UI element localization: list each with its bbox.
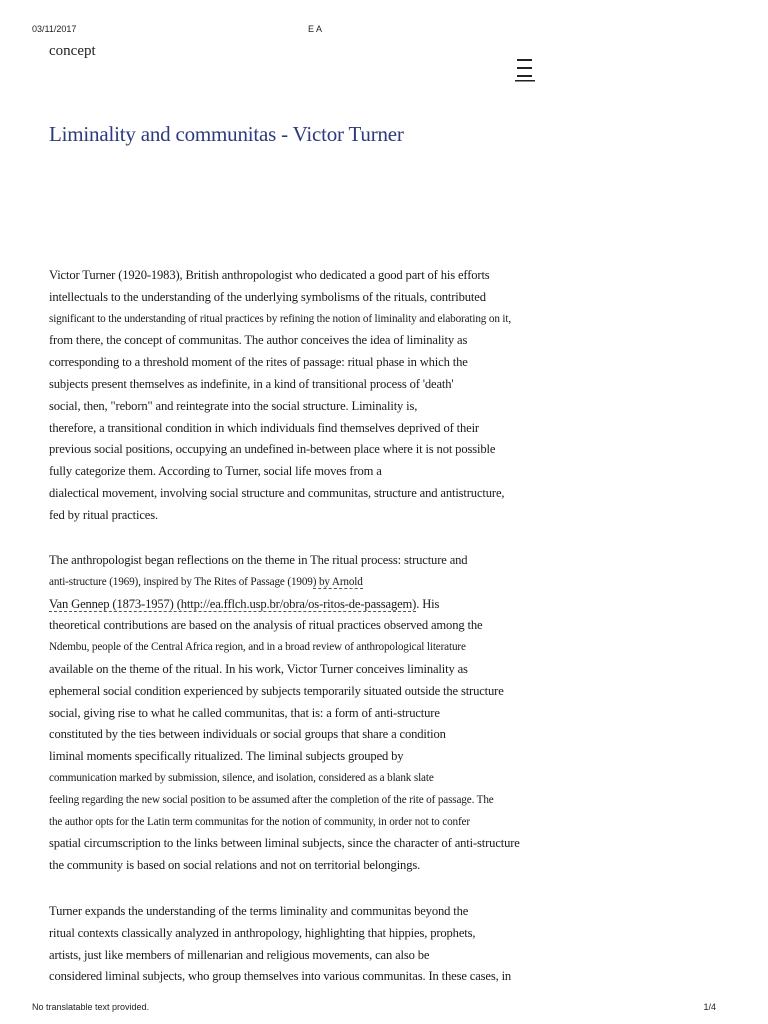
paragraph-line: intellectuals to the understanding of the underlying symbolisms of the rituals, contributed: [49, 289, 486, 304]
paragraph-line: liminal moments specifically ritualized. The liminal subjects grouped by: [49, 749, 404, 764]
paragraph-line: fully categorize them. According to Turner, social life moves from a: [49, 464, 382, 479]
print-header: [32, 24, 736, 38]
breadcrumb[interactable]: concept: [49, 43, 96, 59]
print-footer: [32, 1002, 736, 1016]
paragraph-line: feeling regarding the new social position to be assumed after the completion of the rite of passage. The: [49, 793, 494, 806]
print-site-name: E A: [308, 24, 323, 34]
paragraph-line: ritual contexts classically analyzed in anthropology, highlighting that hippies, prophets,: [49, 925, 476, 940]
page-number: 1/4: [703, 1002, 716, 1012]
paragraph-line: The anthropologist began reflections on the theme in The ritual process: structure and: [49, 553, 468, 567]
paragraph-line: corresponding to a threshold moment of the rites of passage: ritual phase in which the: [49, 355, 468, 370]
paragraph-line: theoretical contributions are based on the analysis of ritual practices observed among the: [49, 618, 483, 633]
paragraph-line: dialectical movement, involving social structure and communitas, structure and antistructure,: [49, 485, 505, 500]
menu-button[interactable]: [514, 58, 536, 82]
paragraph-line: constituted by the ties between individuals or social groups that share a condition: [49, 727, 446, 742]
paragraph-1: [49, 265, 549, 527]
paragraph-line: Victor Turner (1920-1983), British anthropologist who dedicated a good part of his efforts: [49, 268, 490, 282]
paragraph-line: therefore, a transitional condition in which individuals find themselves deprived of their: [49, 420, 479, 435]
paragraph-line: spatial circumscription to the links between liminal subjects, since the character of anti-structure: [49, 836, 520, 851]
footer-note: No translatable text provided.: [32, 1002, 150, 1012]
paragraph-line: [49, 572, 549, 594]
paragraph-3: [49, 901, 549, 988]
paragraph-line: [49, 594, 549, 616]
paragraph-text: . His: [416, 596, 440, 611]
paragraph-line: social, then, "reborn" and reintegrate into the social structure. Liminality is,: [49, 398, 418, 413]
paragraph-line: from there, the concept of communitas. The author conceives the idea of liminality as: [49, 333, 468, 348]
paragraph-line: Ndembu, people of the Central Africa region, and in a broad review of anthropological literature: [49, 641, 466, 654]
paragraph-line: subjects present themselves as indefinite, in a kind of transitional process of 'death': [49, 376, 454, 391]
paragraph-2: [49, 550, 549, 877]
hamburger-menu-icon: [514, 58, 536, 82]
rites-of-passage-link[interactable]: ) by Arnold: [312, 575, 363, 588]
paragraph-line: ephemeral social condition experienced by subjects temporarily situated outside the structure: [49, 683, 504, 698]
article-title: Liminality and communitas - Victor Turner: [49, 122, 404, 146]
paragraph-line: the community is based on social relations and not on territorial belongings.: [49, 858, 421, 873]
paragraph-line: communication marked by submission, silence, and isolation, considered as a blank slate: [49, 771, 434, 784]
paragraph-line: previous social positions, occupying an undefined in-between place where it is not possible: [49, 442, 496, 457]
paragraph-line: significant to the understanding of ritual practices by refining the notion of liminality and elaborating on it,: [49, 312, 511, 325]
paragraph-line: Turner expands the understanding of the terms liminality and communitas beyond the: [49, 904, 469, 918]
paragraph-line: considered liminal subjects, who group themselves into various communitas. In these cases, in: [49, 969, 512, 984]
rites-of-passage-link-continued[interactable]: Van Gennep (1873-1957) (http://ea.fflch.usp.br/obra/os-ritos-de-passagem): [49, 596, 417, 611]
paragraph-line: social, giving rise to what he called communitas, that is: a form of anti-structure: [49, 705, 440, 720]
paragraph-line: fed by ritual practices.: [49, 507, 158, 522]
paragraph-text: anti-structure (1969), inspired by The Rites of Passage (1909: [49, 575, 313, 588]
paragraph-line: available on the theme of the ritual. In his work, Victor Turner conceives liminality as: [49, 661, 468, 676]
paragraph-line: artists, just like members of millenarian and religious movements, can also be: [49, 947, 430, 962]
paragraph-line: the author opts for the Latin term communitas for the notion of community, in order not to confer: [49, 815, 470, 828]
print-date: 03/11/2017: [32, 24, 77, 34]
